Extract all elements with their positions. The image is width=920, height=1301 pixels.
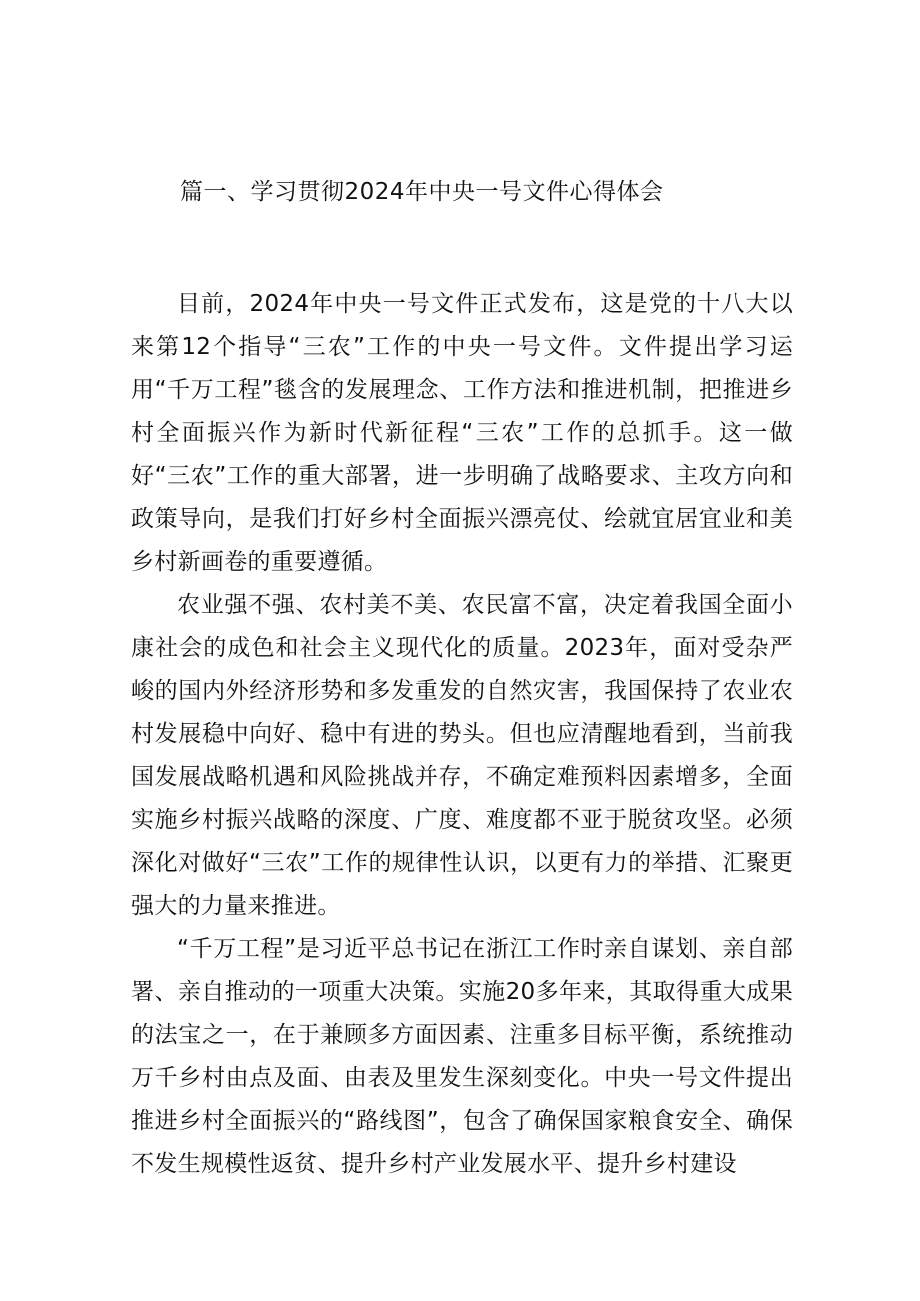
- paragraph: “千万工程”是习近平总书记在浙江工作时亲自谋划、亲自部署、亲自推动的一项重大决策。实施20多年来，其取得重大成果的法宝之一，在于兼顾多方面因素、注重多目标平衡，系统推动万千乡村由点及面、由表及里发生深刻变化。中央一号文件提出推进乡村全面振兴的“路线图”，包含了确保国家粮食安全、确保不发生规模性返贫、提升乡村产业发展水平、提升乡村建设: [131, 936, 793, 1177]
- document-title: 篇一、学习贯彻2024年中央一号文件心得体会: [180, 179, 664, 205]
- paragraph: 目前，2024年中央一号文件正式发布，这是党的十八大以来第12个指导“三农”工作的中央一号文件。文件提出学习运用“千万工程”毯含的发展理念、工作方法和推进机制，把推进乡村全面振兴作为新时代新征程“三农”工作的总抓手。这一做好“三农”工作的重大部署，进一步明确了战略要求、主攻方向和政策导向，是我们打好乡村全面振兴漂亮仗、绘就宜居宜业和美乡村新画卷的重要遵循。: [131, 291, 793, 575]
- paragraph: 农业强不强、农村美不美、农民富不富，决定着我国全面小康社会的成色和社会主义现代化的质量。2023年，面对受杂严峻的国内外经济形势和多发重发的自然灾害，我国保持了农业农村发展稳中向好、稳中有进的势头。但也应清醒地看到，当前我国发展战略机遇和风险挑战并存，不确定难预料因素增多，全面实施乡村振兴战略的深度、广度、难度都不亚于脱贫攻坚。必须深化对做好“三农”工作的规律性认识，以更有力的举措、汇聚更强大的力量来推进。: [131, 592, 793, 919]
- document-body: [131, 283, 793, 1186]
